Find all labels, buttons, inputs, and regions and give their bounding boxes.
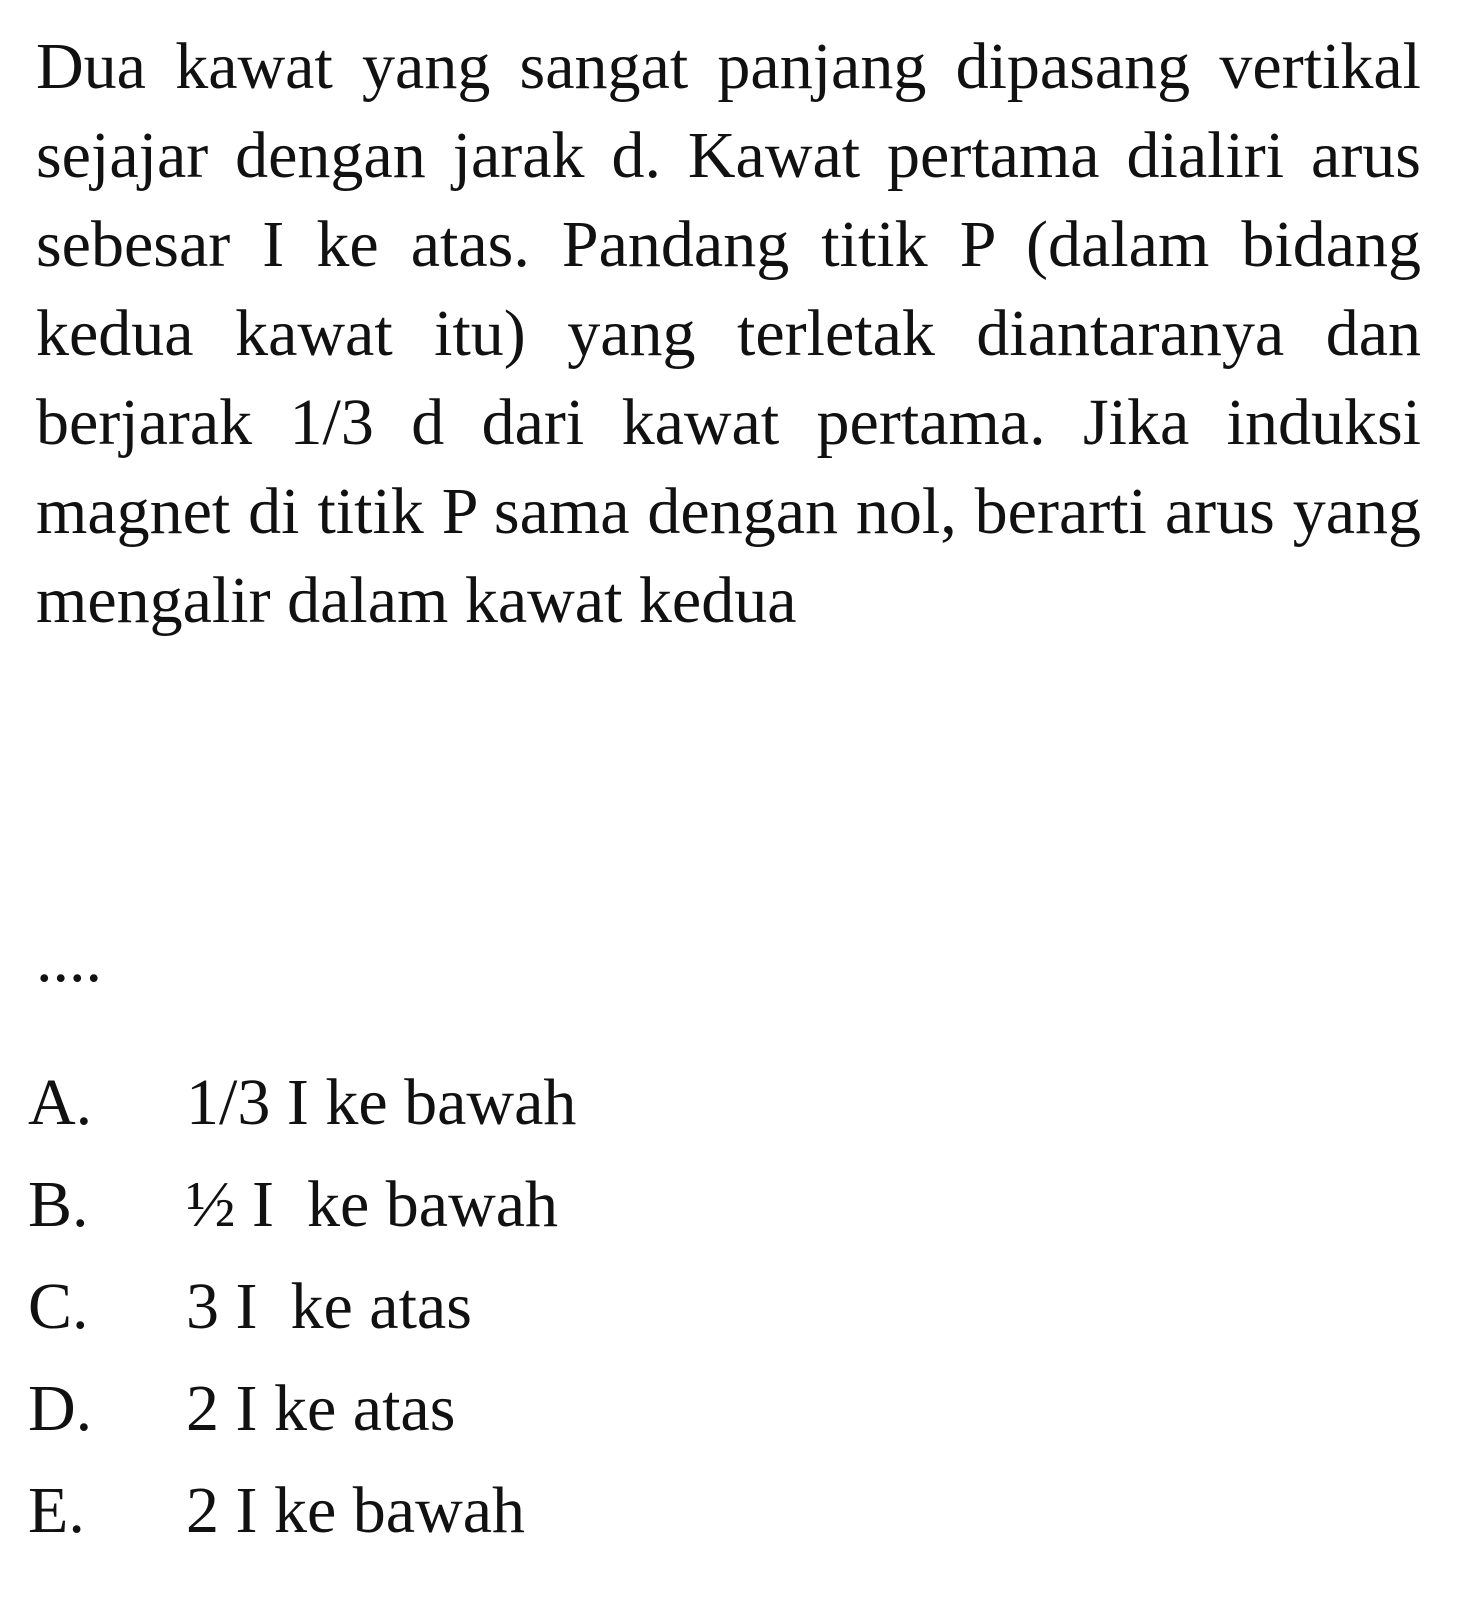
option-a [28, 1052, 576, 1154]
option-letter: E. [28, 1474, 85, 1547]
option-letter: B. [28, 1168, 89, 1241]
question-ellipsis: .... [36, 923, 102, 996]
option-text: 3 I ke atas [186, 1270, 472, 1343]
question-text: Dua kawat yang sangat panjang dipasang vertikal sejajar dengan jarak d. Kawat pertama dialiri arus sebesar I ke atas. Pandang titik P (dalam bidang kedua kawat itu) yang terletak diantaranya dan berjarak 1/3 d dari kawat pertama. Jika induksi magnet di titik P sama dengan nol, berarti arus yang mengalir dalam kawat kedua [36, 30, 1421, 637]
option-c [28, 1256, 576, 1358]
option-text: ½ I ke bawah [186, 1168, 559, 1241]
option-e [28, 1460, 576, 1562]
option-letter: C. [28, 1270, 89, 1343]
option-text: 2 I ke bawah [186, 1474, 526, 1547]
option-letter: A. [28, 1066, 93, 1139]
option-b [28, 1154, 576, 1256]
option-letter: D. [28, 1372, 93, 1445]
option-text: 1/3 I ke bawah [186, 1066, 577, 1139]
option-text: 2 I ke atas [186, 1372, 456, 1445]
option-d [28, 1358, 576, 1460]
answer-options [28, 1052, 576, 1562]
